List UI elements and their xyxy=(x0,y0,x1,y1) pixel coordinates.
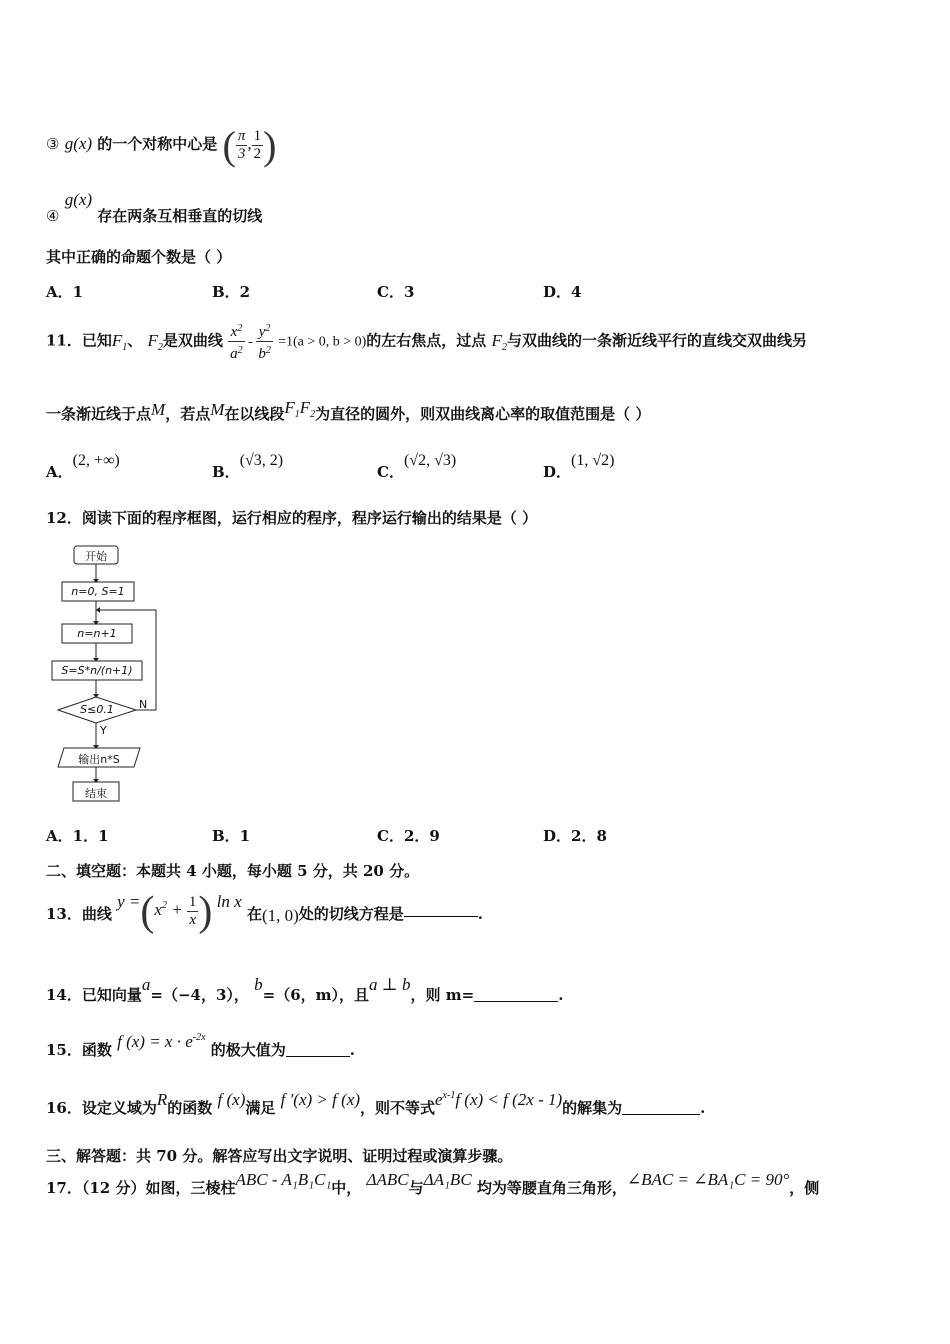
q12-text: 12．阅读下面的程序框图，运行相应的程序，程序运行输出的结果是（ ） xyxy=(46,509,538,527)
flow-yes-label: Y xyxy=(100,724,107,737)
item-3-marker: ③ xyxy=(46,135,60,153)
q11-line-2: 一条渐近线于点M，若点M在以线段$F_1F_2$为直径的圆外，则双曲线离心率的取值范围是（ ） xyxy=(46,398,651,423)
flow-update-label: S=S*n/(n+1) xyxy=(61,664,133,677)
item-3-function: g(x) xyxy=(64,134,93,153)
question-count: 其中正确的命题个数是（ ） xyxy=(46,248,232,266)
q10-option-a: A．1 xyxy=(46,283,84,301)
point-m: M xyxy=(151,400,166,419)
item-4-marker: ④ xyxy=(46,207,60,225)
flow-inc-label: n=n+1 xyxy=(77,627,117,640)
q11-line-1: 11．已知$F_1$、 $F_2$是双曲线 $\frac{x^2}{a^2}$ - $\frac{y^2}{b^2}$ =1(a > 0, b > 0)的左右焦点，过点 $F_2$与双曲线的一条渐近线平行的直线交双曲线另 xyxy=(46,320,807,363)
q15-answer-blank[interactable] xyxy=(286,1042,350,1057)
hyperbola-condition: =1(a > 0, b > 0) xyxy=(278,334,367,350)
item-4 xyxy=(46,190,262,226)
q10-option-c: C．3 xyxy=(377,283,415,301)
q14: 14．已知向量a=（−4，3）， b=（6，m），且a ⊥ b，则 m= . xyxy=(46,975,564,1004)
q17: 17．（12 分）如图，三棱柱ABC - A₁B₁C₁中， ΔABC与ΔA₁BC 均为等腰直角三角形，∠BAC = ∠BA₁C = 90°，侧 xyxy=(46,1170,820,1197)
q13-answer-blank[interactable] xyxy=(404,902,478,917)
fraction-1-over-2: $\frac{1}{2}$ xyxy=(253,127,262,162)
item-4-text: 存在两条互相垂直的切线 xyxy=(97,207,263,225)
q12-option-a: A．1．1 xyxy=(46,827,109,845)
fraction-1-over-x: $\frac{1}{x}$ xyxy=(188,893,197,928)
segment-f1f2: $F_1F_2$ xyxy=(284,398,316,420)
focus-f2: $F_2$ xyxy=(147,330,163,353)
flow-no-label: N xyxy=(139,698,148,711)
q11-option-b: B．(√3, 2) xyxy=(212,452,284,481)
item-3-text: 的一个对称中心是 xyxy=(97,135,218,153)
q10-option-d: D．4 xyxy=(543,283,582,301)
item-4-function: g(x) xyxy=(64,190,93,209)
q10-option-b: B．2 xyxy=(212,283,251,301)
fraction-pi-over-3: $\frac{\pi}{3}$ xyxy=(237,127,246,162)
flow-output-label: 输出n*S xyxy=(78,753,120,766)
q16: 16．设定义域为R的函数 f (x)满足 f ′(x) > f (x)，则不等式$e^{x-1}f$ (x) < f (2x - 1)的解集为 . xyxy=(46,1090,706,1117)
q14-answer-blank[interactable] xyxy=(474,987,558,1002)
q12-option-b: B．1 xyxy=(212,827,251,845)
flow-start-label: 开始 xyxy=(85,550,107,563)
point-m-ref: M xyxy=(210,400,225,419)
flow-init-label: n=0, S=1 xyxy=(71,585,125,598)
q15: 15．函数 f $(x) = x \cdot e^{-2x}$ 的极大值为 . xyxy=(46,1032,356,1059)
q16-answer-blank[interactable] xyxy=(622,1100,700,1115)
hyperbola-y-term: $\frac{y^2}{b^2}$ xyxy=(256,320,273,363)
q11-option-c: C．(√2, √3) xyxy=(377,452,457,481)
focus-f2-ref: $F_2$ xyxy=(491,330,507,353)
q12-option-c: C．2．9 xyxy=(377,827,440,845)
section-2-heading: 二、填空题：本题共 4 小题，每小题 5 分，共 20 分。 xyxy=(46,862,420,880)
focus-f1: $F_1$ xyxy=(111,330,128,353)
flow-condition-label: S≤0.1 xyxy=(80,703,114,716)
q11-option-d: D．(1, √2) xyxy=(543,452,615,481)
q12-option-d: D．2．8 xyxy=(543,827,607,845)
section-3-heading: 三、解答题：共 70 分。解答应写出文字说明、证明过程或演算步骤。 xyxy=(46,1147,513,1165)
flowchart xyxy=(46,543,176,808)
item-3: ③ g(x) 的一个对称中心是 ( $\frac{\pi}{3}$ , $\frac{1}{2}$ ) xyxy=(46,123,277,168)
hyperbola-x-term: $\frac{x^2}{a^2}$ xyxy=(228,320,245,363)
q11-option-a: A．(2, +∞) xyxy=(46,452,120,481)
flow-end-label: 结束 xyxy=(85,787,107,800)
q13: 13．曲线 $y =(x^2$ + $\frac{1}{x}$ ) ln x 在(1, 0)处的切线方程是 . xyxy=(46,889,484,935)
